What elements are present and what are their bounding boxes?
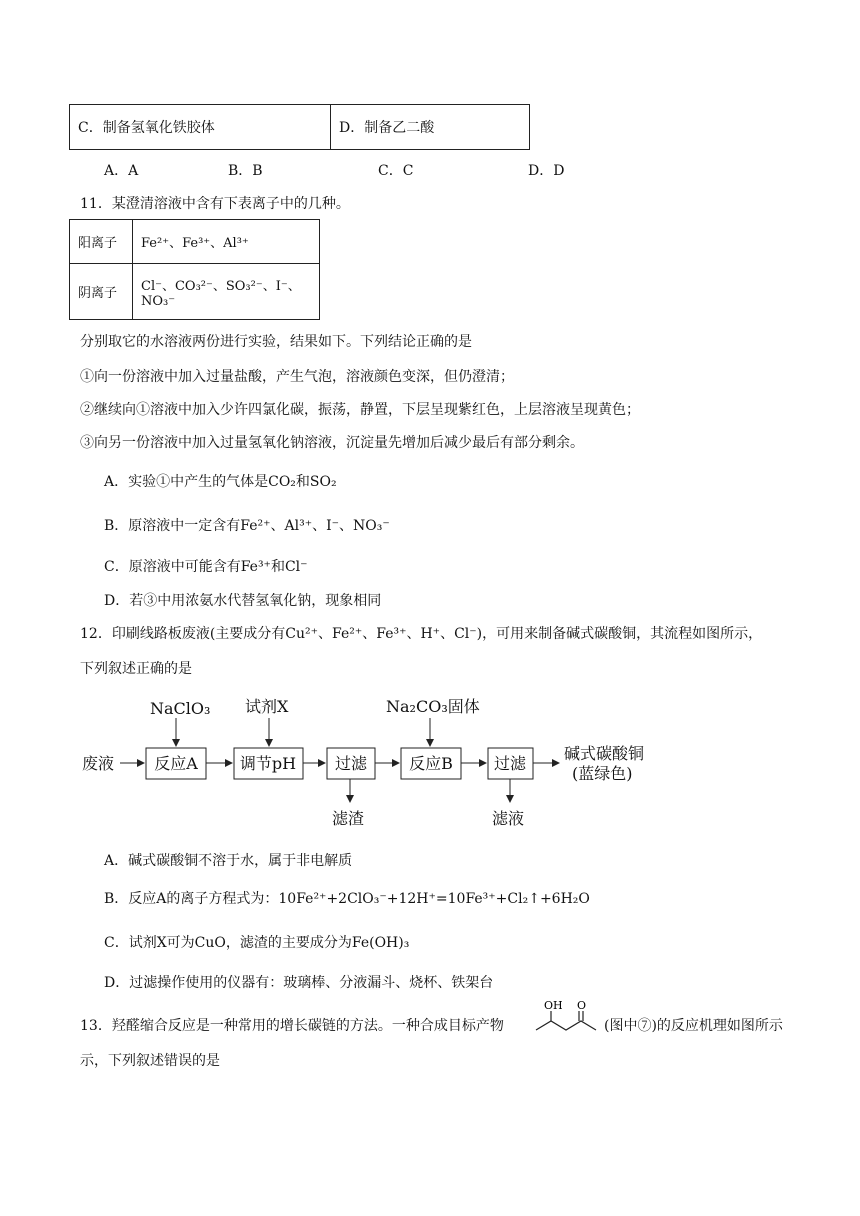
q12-option-c[interactable]: C．试剂X可为CuO，滤渣的主要成分为Fe(OH)₃ — [104, 935, 410, 951]
q10-answer-a[interactable]: A．A — [104, 163, 139, 179]
q12-option-a[interactable]: A．碱式碳酸铜不溶于水，属于非电解质 — [104, 853, 353, 869]
q11-option-d[interactable]: D．若③中用浓氨水代替氢氧化钠，现象相同 — [104, 593, 382, 609]
flow-waste-filtrate: 滤液 — [492, 809, 525, 828]
q11-cation-ions: Fe²⁺、Fe³⁺、Al³⁺ — [133, 220, 320, 264]
q11-step2: ②继续向①溶液中加入少许四氯化碳，振荡，静置，下层呈现紫红色，上层溶液呈现黄色； — [80, 402, 640, 418]
flow-reagent-naclo3: NaClO₃ — [150, 699, 211, 718]
q11-anion-label: 阴离子 — [70, 264, 133, 320]
q10-answer-d[interactable]: D．D — [528, 163, 565, 179]
flow-box3-label: 过滤 — [334, 754, 368, 773]
q11-step3: ③向另一份溶液中加入过量氢氧化钠溶液，沉淀量先增加后减少最后有部分剩余。 — [80, 435, 584, 451]
q10-cell-c: C．制备氢氧化铁胶体 — [70, 105, 331, 150]
q10-answer-c[interactable]: C．C — [378, 163, 414, 179]
q12-stem-line2: 下列叙述正确的是 — [80, 661, 192, 677]
q13-stem-line2: 示，下列叙述错误的是 — [80, 1053, 220, 1069]
q13-stem-after: (图中⑦)的反应机理如图所示 — [604, 1018, 783, 1034]
q13-molecule-skeletal — [532, 998, 600, 1040]
flow-reagent-x: 试剂X — [245, 697, 289, 716]
flow-waste-residue: 滤渣 — [332, 809, 365, 828]
q13-stem-before: 13．羟醛缩合反应是一种常用的增长碳链的方法。一种合成目标产物 — [80, 1018, 504, 1034]
flow-reagent-na2co3: Na₂CO₃固体 — [386, 697, 480, 716]
q11-option-b[interactable]: B．原溶液中一定含有Fe²⁺、Al³⁺、I⁻、NO₃⁻ — [104, 518, 390, 534]
q12-stem-line1: 12．印刷线路板废液(主要成分有Cu²⁺、Fe²⁺、Fe³⁺、H⁺、Cl⁻)，可用来制备碱式碳酸铜，其流程如图所示， — [80, 626, 763, 642]
flow-product-note: (蓝绿色) — [572, 764, 633, 783]
q12-option-d[interactable]: D．过滤操作使用的仪器有：玻璃棒、分液漏斗、烧杯、铁架台 — [104, 975, 494, 991]
q10-cell-d: D．制备乙二酸 — [331, 105, 530, 150]
q11-option-a[interactable]: A．实验①中产生的气体是CO₂和SO₂ — [104, 474, 337, 490]
q11-ion-table — [69, 219, 320, 320]
q11-step1: ①向一份溶液中加入过量盐酸，产生气泡，溶液颜色变深，但仍澄清； — [80, 369, 514, 385]
q13-molecule-o: O — [577, 999, 587, 1012]
flow-box5-label: 过滤 — [493, 754, 527, 773]
q11-intro: 分别取它的水溶液两份进行实验，结果如下。下列结论正确的是 — [80, 334, 472, 350]
flow-box4-label: 反应B — [409, 754, 453, 773]
q11-stem: 11．某澄清溶液中含有下表离子中的几种。 — [80, 196, 350, 212]
q11-anion-ions: Cl⁻、CO₃²⁻、SO₃²⁻、I⁻、NO₃⁻ — [133, 264, 320, 320]
q13-molecule-oh: OH — [544, 999, 563, 1012]
q12-option-b[interactable]: B．反应A的离子方程式为：10Fe²⁺+2ClO₃⁻+12H⁺=10Fe³⁺+Cl₂↑+6H₂O — [104, 891, 590, 907]
q12-flowchart — [78, 690, 678, 835]
flow-product: 碱式碳酸铜 — [564, 744, 645, 763]
flow-box2-label: 调节pH — [239, 754, 297, 773]
q10-answer-b[interactable]: B．B — [228, 163, 263, 179]
q10-option-table — [69, 104, 530, 150]
flow-box1-label: 反应A — [154, 754, 198, 773]
q11-option-c[interactable]: C．原溶液中可能含有Fe³⁺和Cl⁻ — [104, 559, 308, 575]
q11-cation-label: 阳离子 — [70, 220, 133, 264]
flow-start: 废液 — [82, 754, 115, 773]
